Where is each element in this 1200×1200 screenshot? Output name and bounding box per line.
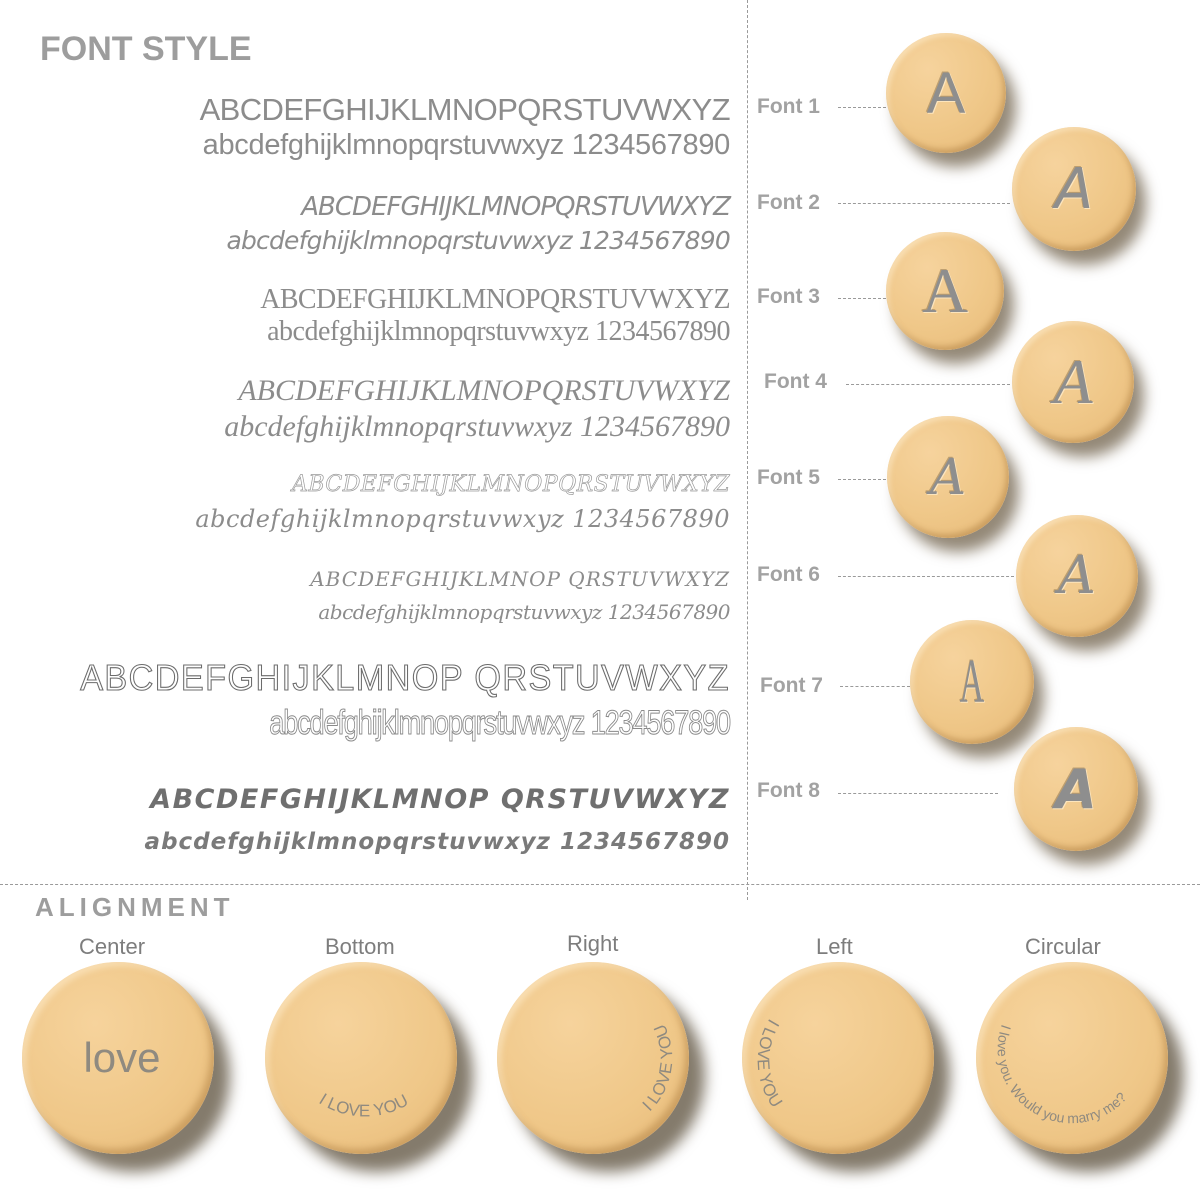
align-left-engraving: I LOVE YOU [753, 1016, 787, 1111]
align-right-label: Right [567, 931, 619, 956]
font-sample-8 [145, 780, 730, 864]
font-sample-lowercase: abcdefghijklmnopqrstuvwxyz 1234567890 [144, 829, 730, 855]
align-center-label: Center [79, 934, 146, 959]
font-3-label: Font 3 [757, 285, 820, 308]
horizontal-divider [0, 884, 1200, 885]
alignment-heading: ALIGNMENT [35, 892, 235, 922]
font-8-letter: A [1055, 757, 1097, 821]
font-2-letter: A [1054, 156, 1094, 222]
font-5-letter: A [929, 448, 967, 506]
font-sample-uppercase: ABCDEFGHIJKLMNOP QRSTUVWXYZ [80, 657, 730, 698]
font-8-label: Font 8 [757, 779, 820, 802]
font-5-leader [838, 479, 886, 480]
align-center-coin[interactable] [22, 962, 214, 1154]
align-circular-label: Circular [1025, 934, 1101, 959]
font-3-leader [838, 298, 886, 299]
font-sample-6 [310, 563, 730, 629]
font-1-letter: A [926, 60, 966, 126]
align-left-coin[interactable] [742, 962, 934, 1154]
align-center-engraving: love [83, 1034, 161, 1081]
align-circular-coin[interactable] [976, 962, 1168, 1154]
font-7-label: Font 7 [760, 674, 823, 697]
align-bottom-label: Bottom [325, 934, 395, 959]
font-sample-lowercase: abcdefghijklmnopqrstuvwxyz 1234567890 [318, 600, 730, 624]
font-sample-uppercase: ABCDEFGHIJKLMNOPQRSTUVWXYZ [291, 472, 730, 497]
font-3-coin[interactable] [886, 232, 1004, 350]
font-6-letter: A [1058, 546, 1096, 606]
align-bottom-engraving: I LOVE YOU [315, 1089, 412, 1121]
font-sample-3 [260, 284, 730, 348]
align-left-label: Left [816, 934, 853, 959]
font-7-letter: A [959, 647, 985, 716]
align-right-coin[interactable] [497, 962, 689, 1154]
align-right-engraving: I LOVE YOU [638, 1021, 677, 1115]
font-6-label: Font 6 [757, 563, 820, 586]
font-1-leader [838, 107, 886, 108]
font-6-coin[interactable] [1016, 515, 1138, 637]
font-8-leader [838, 793, 998, 794]
font-sample-7 [46, 655, 730, 745]
font-7-leader [840, 686, 910, 687]
font-4-letter: A [1053, 346, 1093, 417]
font-sample-1 [200, 92, 730, 162]
font-7-coin[interactable] [910, 620, 1034, 744]
font-sample-5 [195, 468, 730, 536]
font-6-leader [838, 576, 1014, 577]
align-bottom-coin[interactable] [265, 962, 457, 1154]
font-1-label: Font 1 [757, 95, 820, 118]
font-2-coin[interactable] [1012, 127, 1136, 251]
font-sample-lowercase: abcdefghijklmnopqrstuvwxyz 1234567890 [267, 316, 730, 347]
font-style-heading: FONT STYLE [40, 30, 252, 68]
font-sample-lowercase: abcdefghijklmnopqrstuvwxyz 1234567890 [224, 410, 730, 443]
font-sample-lowercase: abcdefghijklmnopqrstuvwxyz 1234567890 [226, 226, 730, 255]
font-sample-uppercase: ABCDEFGHIJKLMNOPQRSTUVWXYZ [301, 192, 730, 222]
font-5-coin[interactable] [887, 416, 1009, 538]
font-sample-lowercase: abcdefghijklmnopqrstuvwxyz 1234567890 [195, 505, 730, 533]
font-2-label: Font 2 [757, 191, 820, 214]
font-sample-2 [226, 190, 730, 258]
font-4-leader [846, 384, 1010, 385]
align-circular-engraving: I love you. Would you marry me? [994, 1022, 1130, 1127]
font-sample-uppercase: ABCDEFGHIJKLMNOP QRSTUVWXYZ [310, 567, 730, 591]
font-2-leader [838, 203, 1010, 204]
font-3-letter: A [921, 255, 969, 326]
font-1-coin[interactable] [886, 33, 1006, 153]
font-sample-4 [224, 373, 730, 445]
font-4-coin[interactable] [1012, 321, 1134, 443]
font-5-label: Font 5 [757, 466, 820, 489]
font-sample-lowercase: abcdefghijklmnopqrstuvwxyz 1234567890 [269, 704, 730, 742]
font-sample-uppercase: ABCDEFGHIJKLMNOPQRSTUVWXYZ [260, 284, 730, 315]
font-8-coin[interactable] [1014, 727, 1138, 851]
vertical-divider [747, 0, 748, 900]
font-sample-uppercase: ABCDEFGHIJKLMNOPQRSTUVWXYZ [238, 374, 730, 407]
font-sample-uppercase: ABCDEFGHIJKLMNOPQRSTUVWXYZ [199, 92, 730, 127]
font-4-label: Font 4 [764, 370, 827, 393]
font-sample-lowercase: abcdefghijklmnopqrstuvwxyz 1234567890 [202, 129, 730, 161]
font-sample-uppercase: ABCDEFGHIJKLMNOP QRSTUVWXYZ [150, 784, 730, 815]
